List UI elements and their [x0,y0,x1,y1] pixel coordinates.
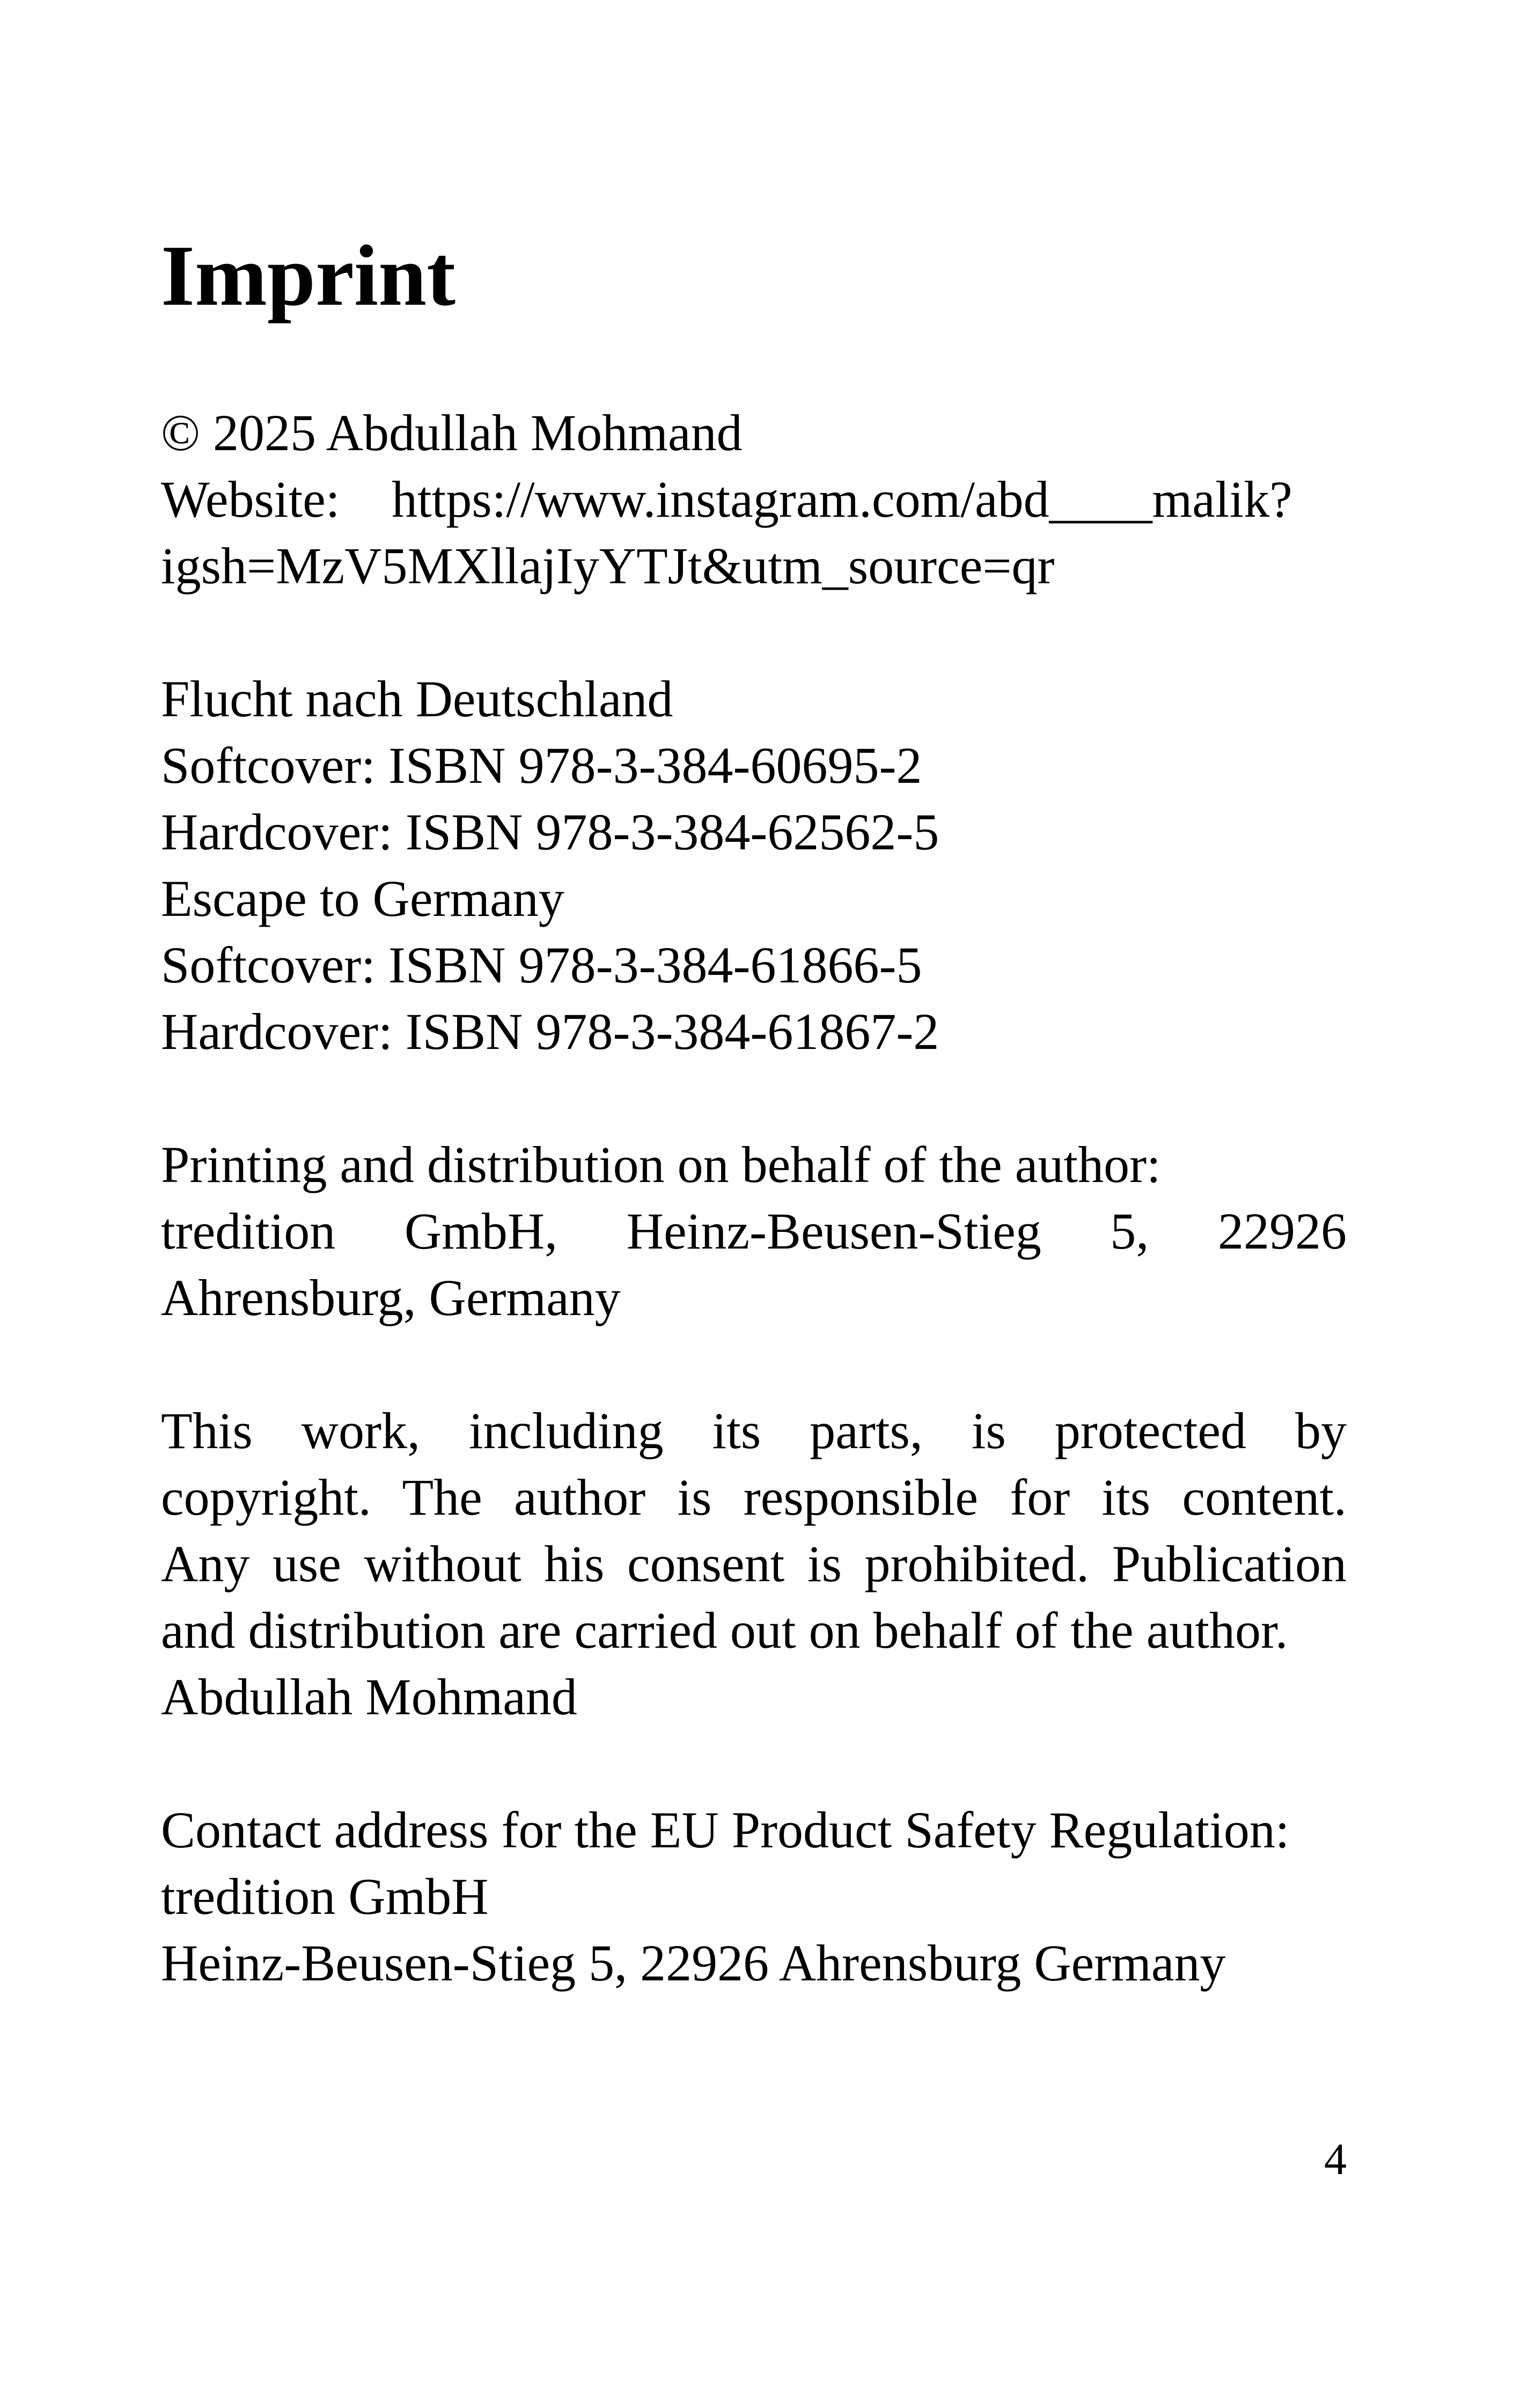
contact-line-1: Contact address for the EU Product Safety Regulation: [161,1801,1290,1859]
books-block [161,666,1347,1065]
website-label: Website: [161,471,340,528]
website-url-part1: https://www.instagram.com/abd____malik? [392,471,1292,528]
imprint-page [161,0,1347,2408]
contact-line-3: Heinz-Beusen-Stieg 5, 22926 Ahrensburg Germany [161,1934,1226,1992]
copyright-notice-line-1: This work, including its parts, is protected by [161,1402,1347,1459]
printing-block [161,1132,1347,1331]
copyright-notice-author: Abdullah Mohmand [161,1668,577,1726]
copyright-block [161,400,1347,599]
contact-block [161,1797,1347,1996]
imprint-body [161,400,1347,2063]
printing-line-3: Ahrensburg, Germany [161,1269,621,1326]
book-english-softcover-isbn: Softcover: ISBN 978-3-384-61866-5 [161,936,922,994]
copyright-notice-line-2: copyright. The author is responsible for its content. [161,1469,1347,1526]
copyright-notice-block [161,1398,1347,1730]
book-title-english: Escape to Germany [161,870,564,927]
copyright-line: © 2025 Abdullah Mohmand [161,404,743,461]
copyright-notice-line-3: Any use without his consent is prohibited. Publication [161,1535,1347,1592]
website-url-part2: igsh=MzV5MXllajIyYTJt&utm_source=qr [161,537,1055,594]
book-english-hardcover-isbn: Hardcover: ISBN 978-3-384-61867-2 [161,1003,939,1060]
page-number: 4 [1324,2134,1347,2184]
copyright-notice-line-4: and distribution are carried out on behalf of the author. [161,1602,1288,1659]
contact-line-2: tredition GmbH [161,1868,489,1925]
book-title-german: Flucht nach Deutschland [161,670,673,728]
book-german-softcover-isbn: Softcover: ISBN 978-3-384-60695-2 [161,737,922,794]
printing-line-1: Printing and distribution on behalf of the author: [161,1136,1161,1193]
page-title: Imprint [161,228,456,324]
printing-line-2: tredition GmbH, Heinz-Beusen-Stieg 5, 22926 [161,1202,1347,1260]
website-line [161,466,1347,533]
book-german-hardcover-isbn: Hardcover: ISBN 978-3-384-62562-5 [161,803,939,861]
